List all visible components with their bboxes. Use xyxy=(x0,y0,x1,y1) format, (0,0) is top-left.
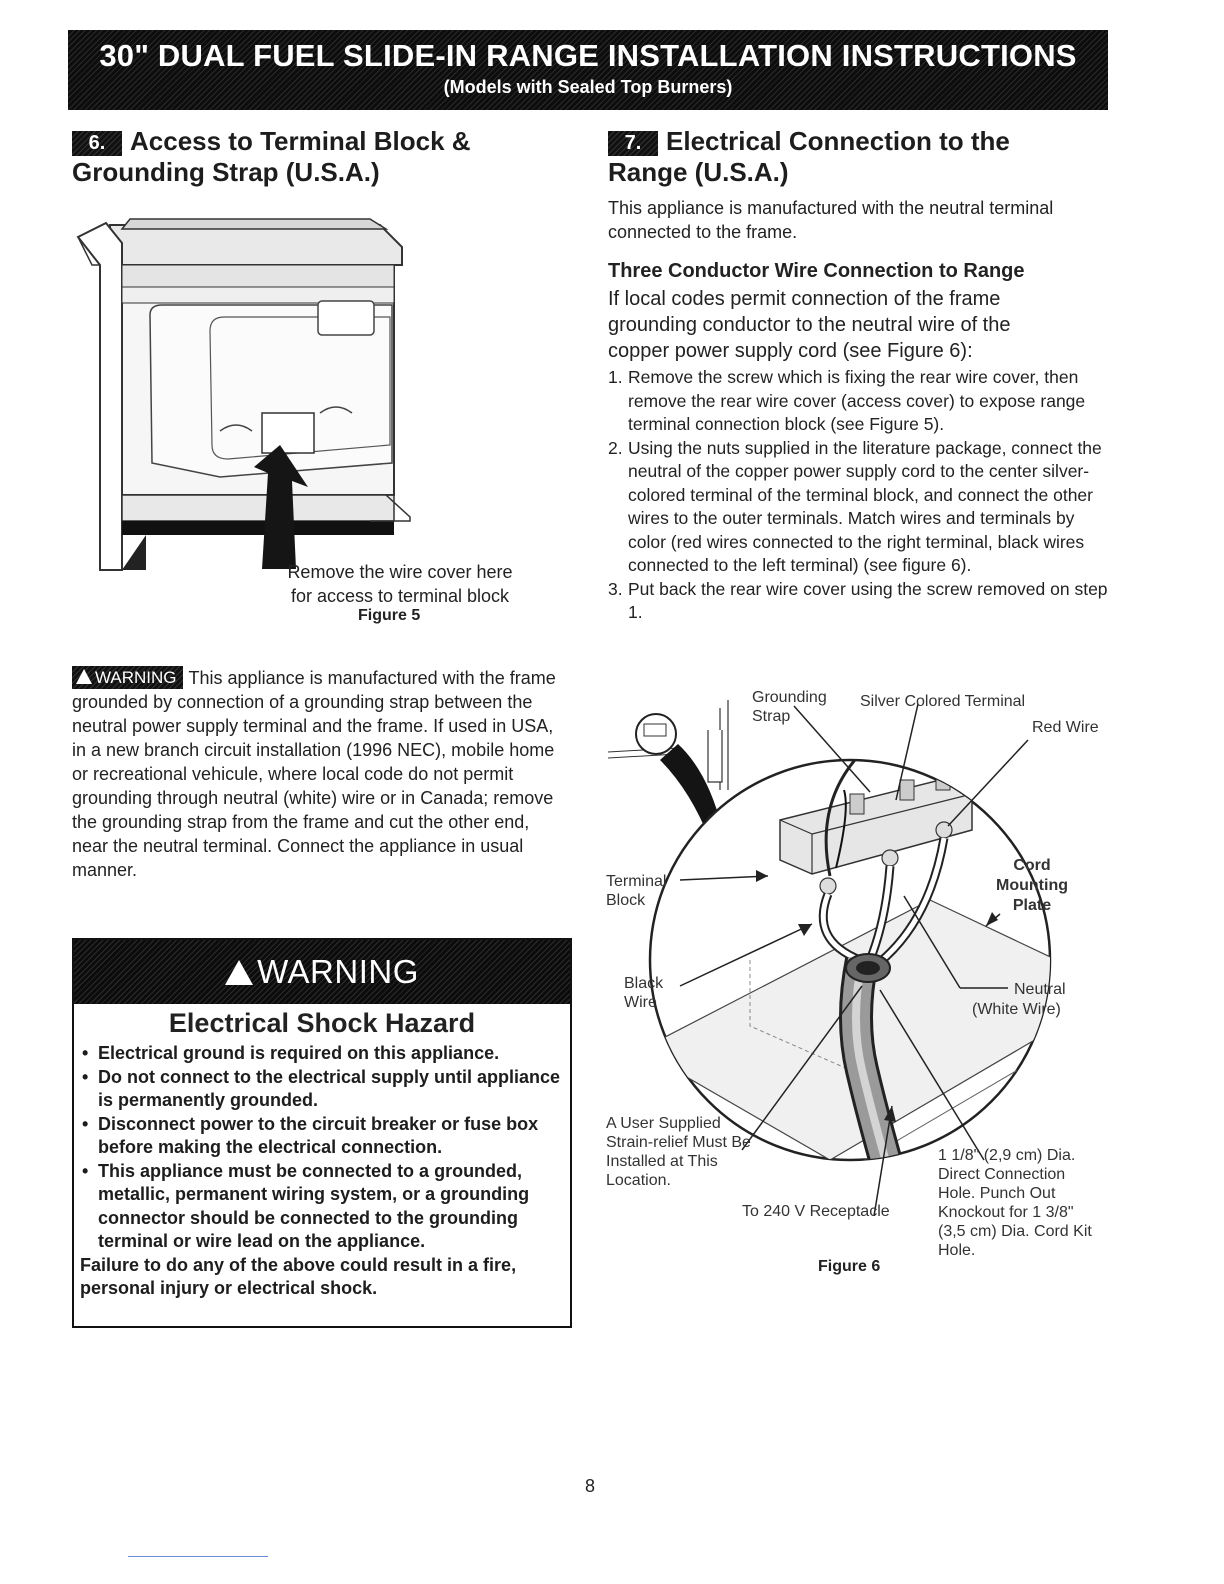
step-item: 1. Remove the screw which is fixing the rear wire cover, then remove the rear wire cover (access cover) to expose range terminal connection block (see Figure 5). xyxy=(608,367,1086,434)
header-banner xyxy=(68,30,1108,110)
figure-6-label: Figure 6 xyxy=(818,1258,881,1275)
hazard-title: Electrical Shock Hazard xyxy=(168,1008,476,1038)
section-7-number: 7. xyxy=(608,131,658,156)
label-black-wire: Black Wire xyxy=(624,975,664,1011)
label-knockout: 1 1/8" (2,9 cm) Dia. Direct Connection Hole. Punch Out Knockout for 1 3/8" (3,5 cm) Dia. Cord Kit Hole. xyxy=(938,1147,1092,1259)
section-7-title-line2: Range (U.S.A.) xyxy=(608,157,789,187)
warning-box-header: WARNING xyxy=(74,940,570,1004)
section-6-title-line2: Grounding Strap (U.S.A.) xyxy=(72,157,380,187)
section-7-heading xyxy=(608,126,1128,188)
label-terminal-block: Terminal Block xyxy=(606,873,667,909)
hazard-list xyxy=(80,1042,564,1301)
section-7-intro: This appliance is manufactured with the neutral terminal connected to the frame. xyxy=(608,198,1054,242)
label-240v-receptacle: To 240 V Receptacle xyxy=(742,1203,890,1220)
document-title: 30" DUAL FUEL SLIDE-IN RANGE INSTALLATION INSTRUCTIONS xyxy=(99,38,1077,73)
section-6-warning-paragraph xyxy=(72,666,560,882)
hazard-item: • Do not connect to the electrical supply until appliance is permanently grounded. xyxy=(82,1066,561,1110)
failure-text: Failure to do any of the above could result in a fire, personal injury or electrical shock. xyxy=(80,1254,517,1298)
figure-5-range-illustration xyxy=(70,205,420,575)
section-6-number: 6. xyxy=(72,131,122,156)
label-neutral-white-wire: (White Wire) xyxy=(972,1001,1061,1018)
figure-5-caption-line1: Remove the wire cover here xyxy=(287,562,513,582)
step-item: 3. Put back the rear wire cover using the screw removed on step 1. xyxy=(608,578,1108,622)
label-grounding-strap: Grounding Strap xyxy=(752,689,827,725)
figure-5-caption-line2: for access to terminal block xyxy=(290,586,510,606)
label-neutral: Neutral xyxy=(1014,981,1066,998)
section-7-lead: If local codes permit connection of the frame grounding conductor to the neutral wire of the copper power supply cord (see Figure 6): xyxy=(608,288,1011,362)
section-7-subheading: Three Conductor Wire Connection to Range xyxy=(608,260,1025,282)
label-silver-colored-terminal: Silver Colored Terminal xyxy=(860,693,1026,710)
label-strain-relief: A User Supplied Strain-relief Must Be Installed at This Location. xyxy=(606,1115,751,1189)
warning-badge: WARNING xyxy=(72,666,183,689)
section-6-warning-text: This appliance is manufactured with the frame grounded by connection of a grounding strap between the neutral power supply terminal and the frame. If used in USA, in a new branch circuit installation (1996 NEC), mobile home or recreational vehicule, where local code do not permit grounding through neutral (white) wire or in Canada; remove the grounding strap from the frame and cut the other end, near the neutral terminal. Connect the appliance in usual manner. xyxy=(72,668,556,880)
section-6-title-line1: Access to Terminal Block & xyxy=(130,126,471,156)
document-subtitle: (Models with Sealed Top Burners) xyxy=(443,77,733,97)
hazard-item: • Electrical ground is required on this appliance. xyxy=(82,1043,500,1063)
electrical-shock-warning-box xyxy=(72,938,572,1328)
figure-5-label: Figure 5 xyxy=(358,607,421,624)
section-6-heading xyxy=(72,126,592,188)
section-7-title-line1: Electrical Connection to the xyxy=(666,126,1010,156)
hazard-item: • This appliance must be connected to a grounded, metallic, permanent wiring system, or a grounding connector should be connected to the grounding terminal or wire lead on the appliance. xyxy=(82,1160,530,1251)
hazard-item: • Disconnect power to the circuit breaker or fuse box before making the electrical connection. xyxy=(82,1113,539,1157)
warning-triangle-icon xyxy=(76,669,92,684)
label-cord-mounting-plate: Cord Mounting Plate xyxy=(996,857,1068,914)
page-number: 8 xyxy=(584,1476,595,1496)
figure-5-caption xyxy=(255,560,545,608)
step-item: 2. Using the nuts supplied in the literature package, connect the neutral of the copper power supply cord to the center silver-colored terminal of the terminal block, and connect the other wires to the outer terminals. Match wires and terminals by color (red wires connected to the right terminal, black wires connected to the left terminal) (see figure 6). xyxy=(608,437,1102,575)
bottom-rule xyxy=(128,1556,268,1557)
section-7-steps xyxy=(608,366,1108,625)
warning-triangle-icon xyxy=(225,960,253,985)
label-red-wire: Red Wire xyxy=(1032,719,1099,736)
